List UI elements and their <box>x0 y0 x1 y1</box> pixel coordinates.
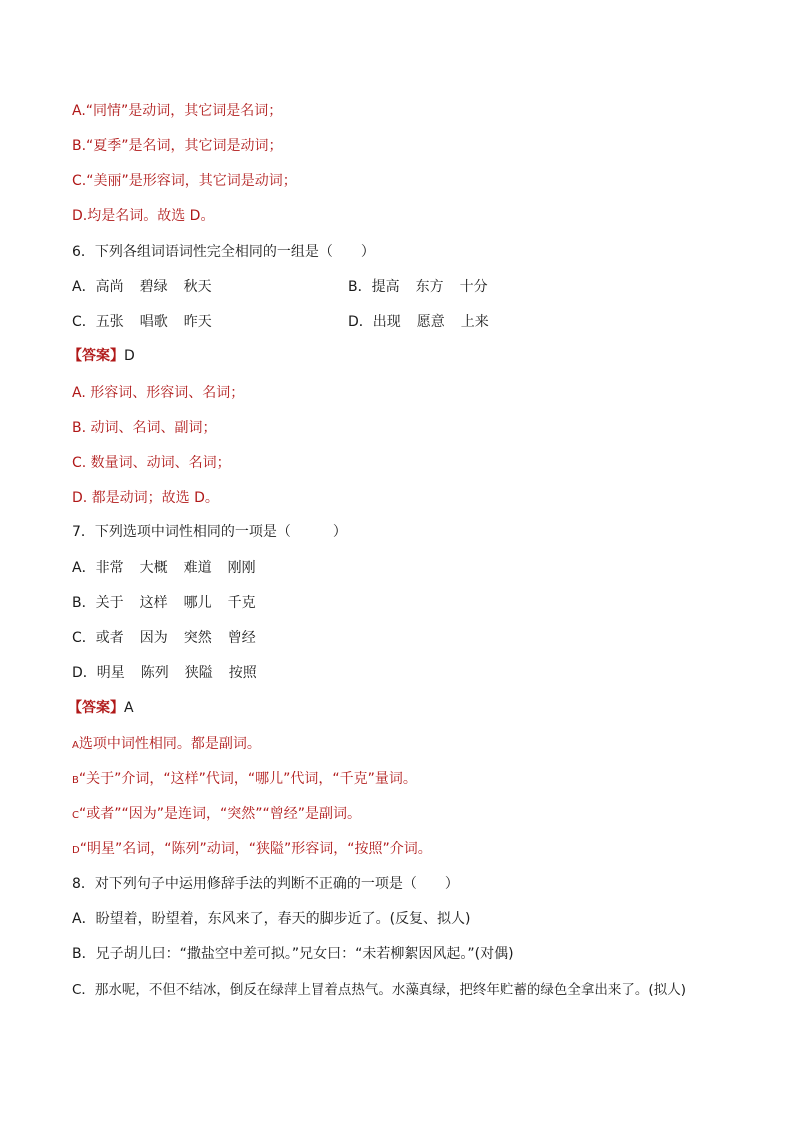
option-word: 五张 <box>95 314 124 330</box>
option-word: 十分 <box>459 279 488 295</box>
q6-explanation-b: B. 动词、名词、副词； <box>72 420 217 436</box>
question-7-stem: 7．下列选项中词性相同的一项是（ ） <box>72 524 347 540</box>
option-word: 难道 <box>183 560 212 576</box>
option-word: 提高 <box>371 279 400 295</box>
prev-explanation-c: C.“美丽”是形容词，其它词是动词； <box>72 173 297 189</box>
explanation-letter: C <box>72 810 79 821</box>
explanation-text: “明星”名词，“陈列”动词，“狭隘”形容词，“按照”介词。 <box>79 841 432 857</box>
option-word: 东方 <box>415 279 444 295</box>
explanation-text: “或者”“因为”是连词，“突然”“曾经”是副词。 <box>78 806 362 822</box>
explanation-text: 选项中词性相同。都是副词。 <box>78 736 261 752</box>
q7-option-b <box>72 593 272 613</box>
answer-tag: 【答案】 <box>68 348 124 364</box>
q7-explanation-a <box>72 734 261 756</box>
answer-value: A <box>124 700 134 716</box>
option-word: 或者 <box>95 630 124 646</box>
answer-tag: 【答案】 <box>68 700 124 716</box>
option-label: C． <box>72 314 96 330</box>
option-label: C． <box>72 630 96 646</box>
q6-explanation-a: A. 形容词、形容词、名词； <box>72 385 245 401</box>
option-word: 因为 <box>139 630 168 646</box>
option-word: 出现 <box>372 314 401 330</box>
q7-explanation-c <box>72 804 361 826</box>
q7-answer <box>68 698 134 718</box>
option-label: D． <box>72 665 97 681</box>
option-label: B． <box>348 279 372 295</box>
q6-explanation-c: C. 数量词、动词、名词； <box>72 455 231 471</box>
option-label: D． <box>348 314 373 330</box>
question-8-stem: 8．对下列句子中运用修辞手法的判断不正确的一项是（ ） <box>72 876 459 892</box>
q6-answer <box>68 346 135 366</box>
option-word: 哪儿 <box>183 595 212 611</box>
q7-option-a <box>72 558 272 578</box>
option-label: A． <box>72 279 96 295</box>
q6-option-a <box>72 277 228 297</box>
explanation-letter: A <box>72 740 79 751</box>
option-word: 关于 <box>95 595 124 611</box>
option-word: 唱歌 <box>139 314 168 330</box>
q6-option-c <box>72 312 228 332</box>
q6-option-b <box>348 277 504 297</box>
q7-explanation-d <box>72 839 432 861</box>
q6-explanation-d: D. 都是动词；故选 D。 <box>72 490 219 506</box>
option-word: 碧绿 <box>139 279 168 295</box>
option-word: 突然 <box>183 630 212 646</box>
q6-option-d <box>348 312 505 332</box>
explanation-letter: D <box>72 845 80 856</box>
prev-explanation-b: B.“夏季”是名词，其它词是动词； <box>72 138 283 154</box>
q8-option-b: B．兄子胡儿曰：“撒盐空中差可拟。”兄女曰：“未若柳絮因风起。”(对偶) <box>72 946 514 962</box>
option-label: B． <box>72 595 96 611</box>
q8-option-a: A．盼望着，盼望着，东风来了，春天的脚步近了。(反复、拟人) <box>72 911 471 927</box>
explanation-letter: B <box>72 775 79 786</box>
option-word: 陈列 <box>140 665 169 681</box>
option-word: 高尚 <box>95 279 124 295</box>
prev-explanation-a: A.“同情”是动词，其它词是名词； <box>72 103 283 119</box>
q7-option-c <box>72 628 272 648</box>
option-word: 非常 <box>95 560 124 576</box>
option-word: 秋天 <box>183 279 212 295</box>
option-word: 刚刚 <box>227 560 256 576</box>
option-word: 上来 <box>460 314 489 330</box>
option-word: 这样 <box>139 595 168 611</box>
option-word: 昨天 <box>183 314 212 330</box>
q7-option-d <box>72 663 273 683</box>
option-word: 按照 <box>228 665 257 681</box>
option-word: 狭隘 <box>184 665 213 681</box>
option-word: 曾经 <box>227 630 256 646</box>
option-word: 愿意 <box>416 314 445 330</box>
prev-explanation-d: D.均是名词。故选 D。 <box>72 208 215 224</box>
q7-explanation-b <box>72 769 417 791</box>
explanation-text: “关于”介词，“这样”代词，“哪儿”代词，“千克”量词。 <box>78 771 417 787</box>
q8-option-c: C．那水呢，不但不结冰，倒反在绿萍上冒着点热气。水藻真绿，把终年贮蓄的绿色全拿出来了。(拟人) <box>72 982 686 998</box>
option-word: 千克 <box>227 595 256 611</box>
option-word: 明星 <box>96 665 125 681</box>
question-6-stem: 6．下列各组词语词性完全相同的一组是（ ） <box>72 244 375 260</box>
answer-value: D <box>124 348 135 364</box>
option-label: A． <box>72 560 96 576</box>
option-word: 大概 <box>139 560 168 576</box>
